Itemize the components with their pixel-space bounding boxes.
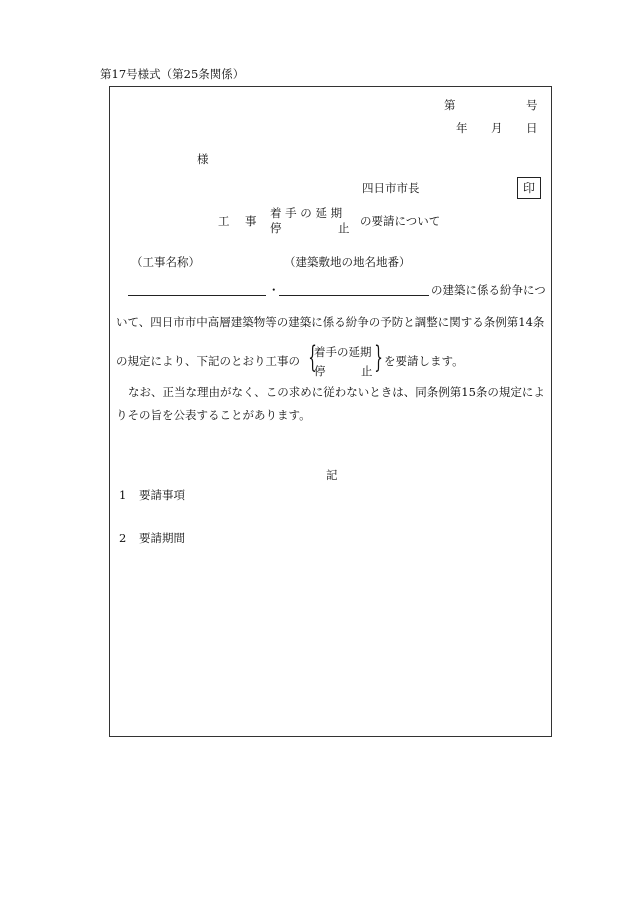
- form-number-label: 第17号様式（第25条関係）: [100, 67, 245, 81]
- construction-name-blank: [128, 295, 266, 296]
- sender-name: 四日市市長: [362, 181, 420, 195]
- choice-left-brace: {: [308, 340, 317, 375]
- title-koji: 工 事: [218, 214, 259, 228]
- title-choice-lower-left: 停: [270, 221, 282, 235]
- body-separator: ・: [268, 283, 280, 297]
- doc-number-prefix: 第: [444, 98, 456, 112]
- date-month: 月: [491, 121, 503, 135]
- ki-heading: 記: [326, 468, 338, 482]
- title-suffix: の要請について: [360, 214, 441, 228]
- site-address-label: （建築敷地の地名地番）: [284, 255, 411, 269]
- title-choice-upper: 着 手 の 延 期: [270, 206, 343, 220]
- title-choice-lower-right: 止: [338, 221, 350, 235]
- choice-right-brace: }: [374, 340, 383, 375]
- item-label: 要請事項: [139, 488, 185, 502]
- date-year: 年: [456, 121, 468, 135]
- addressee-honorific: 様: [197, 152, 209, 166]
- body-line2: いて、四日市市中高層建築物等の建築に係る紛争の予防と調整に関する条例第14条: [116, 315, 545, 329]
- item-number: 2: [119, 531, 127, 545]
- item-number: 1: [119, 488, 127, 502]
- construction-name-label: （工事名称）: [131, 255, 200, 269]
- item-label: 要請期間: [139, 531, 185, 545]
- choice-lower-left: 停: [314, 364, 326, 378]
- body-line1-tail: の建築に係る紛争につ: [431, 283, 546, 297]
- doc-number-suffix: 号: [526, 98, 538, 112]
- choice-upper: 着手の延期: [314, 345, 372, 359]
- body-line5: りその旨を公表することがあります。: [116, 408, 311, 422]
- choice-lower-right: 止: [361, 364, 373, 378]
- body-line4: なお、正当な理由がなく、この求めに従わないときは、同条例第15条の規定によ: [128, 385, 545, 399]
- body-line3-head: の規定により、下記のとおり工事の: [116, 354, 300, 368]
- site-address-blank: [279, 295, 429, 296]
- body-line3-tail: を要請します。: [384, 354, 464, 368]
- seal-box: 印: [517, 177, 541, 199]
- date-day: 日: [526, 121, 538, 135]
